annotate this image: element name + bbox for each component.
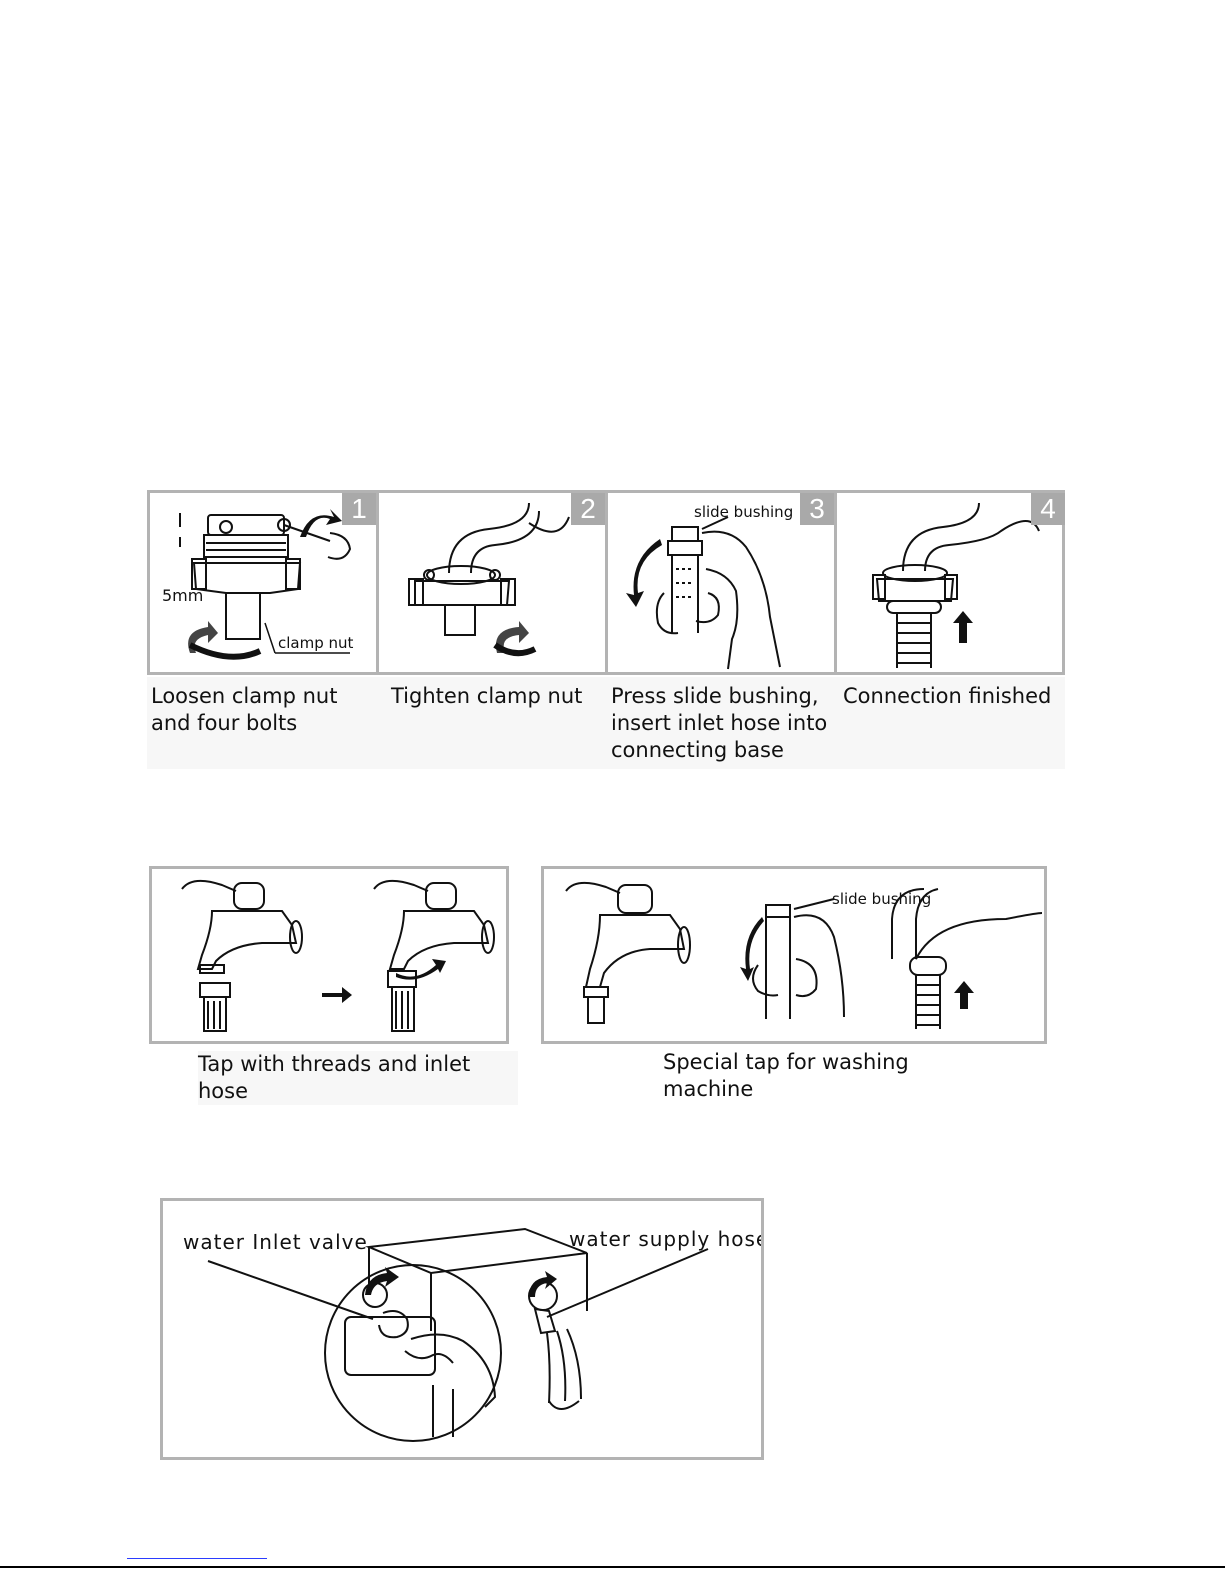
special-tap-illustration bbox=[544, 869, 1044, 1041]
slide-bushing-label: slide bushing bbox=[694, 503, 794, 521]
special-tap-caption: Special tap for washing machine bbox=[663, 1050, 909, 1101]
step-1-panel bbox=[150, 493, 379, 672]
footer-link-underline bbox=[127, 1558, 267, 1559]
gap-label: 5mm bbox=[162, 586, 204, 605]
special-tap-figure bbox=[541, 866, 1047, 1044]
step-4-panel bbox=[837, 493, 1065, 672]
threaded-tap-figure bbox=[149, 866, 509, 1044]
inlet-valve-illustration bbox=[163, 1201, 761, 1457]
inlet-valve-figure bbox=[160, 1198, 764, 1460]
step-number-badge: 1 bbox=[342, 493, 376, 525]
water-supply-hose-label: water supply hose bbox=[569, 1227, 761, 1251]
step-2-panel bbox=[379, 493, 608, 672]
step-2-caption: Tighten clamp nut bbox=[391, 684, 583, 708]
water-inlet-valve-label: water Inlet valve bbox=[183, 1230, 368, 1254]
installation-steps-figure bbox=[147, 490, 1065, 675]
page-bottom-rule bbox=[0, 1566, 1225, 1568]
step-3-caption: Press slide bushing, insert inlet hose into connecting base bbox=[611, 684, 828, 762]
threaded-tap-caption: Tap with threads and inlet hose bbox=[198, 1051, 518, 1105]
slide-bushing-label: slide bushing bbox=[832, 890, 932, 908]
step-number-badge: 2 bbox=[571, 493, 605, 525]
step-4-caption: Connection finished bbox=[843, 684, 1052, 708]
clamp-nut-label: clamp nut bbox=[278, 634, 354, 652]
threaded-tap-illustration bbox=[152, 869, 506, 1041]
step-3-panel bbox=[608, 493, 837, 672]
step-number-badge: 4 bbox=[1031, 493, 1065, 525]
step-number-badge: 3 bbox=[800, 493, 834, 525]
step-1-caption: Loosen clamp nut and four bolts bbox=[151, 684, 338, 735]
